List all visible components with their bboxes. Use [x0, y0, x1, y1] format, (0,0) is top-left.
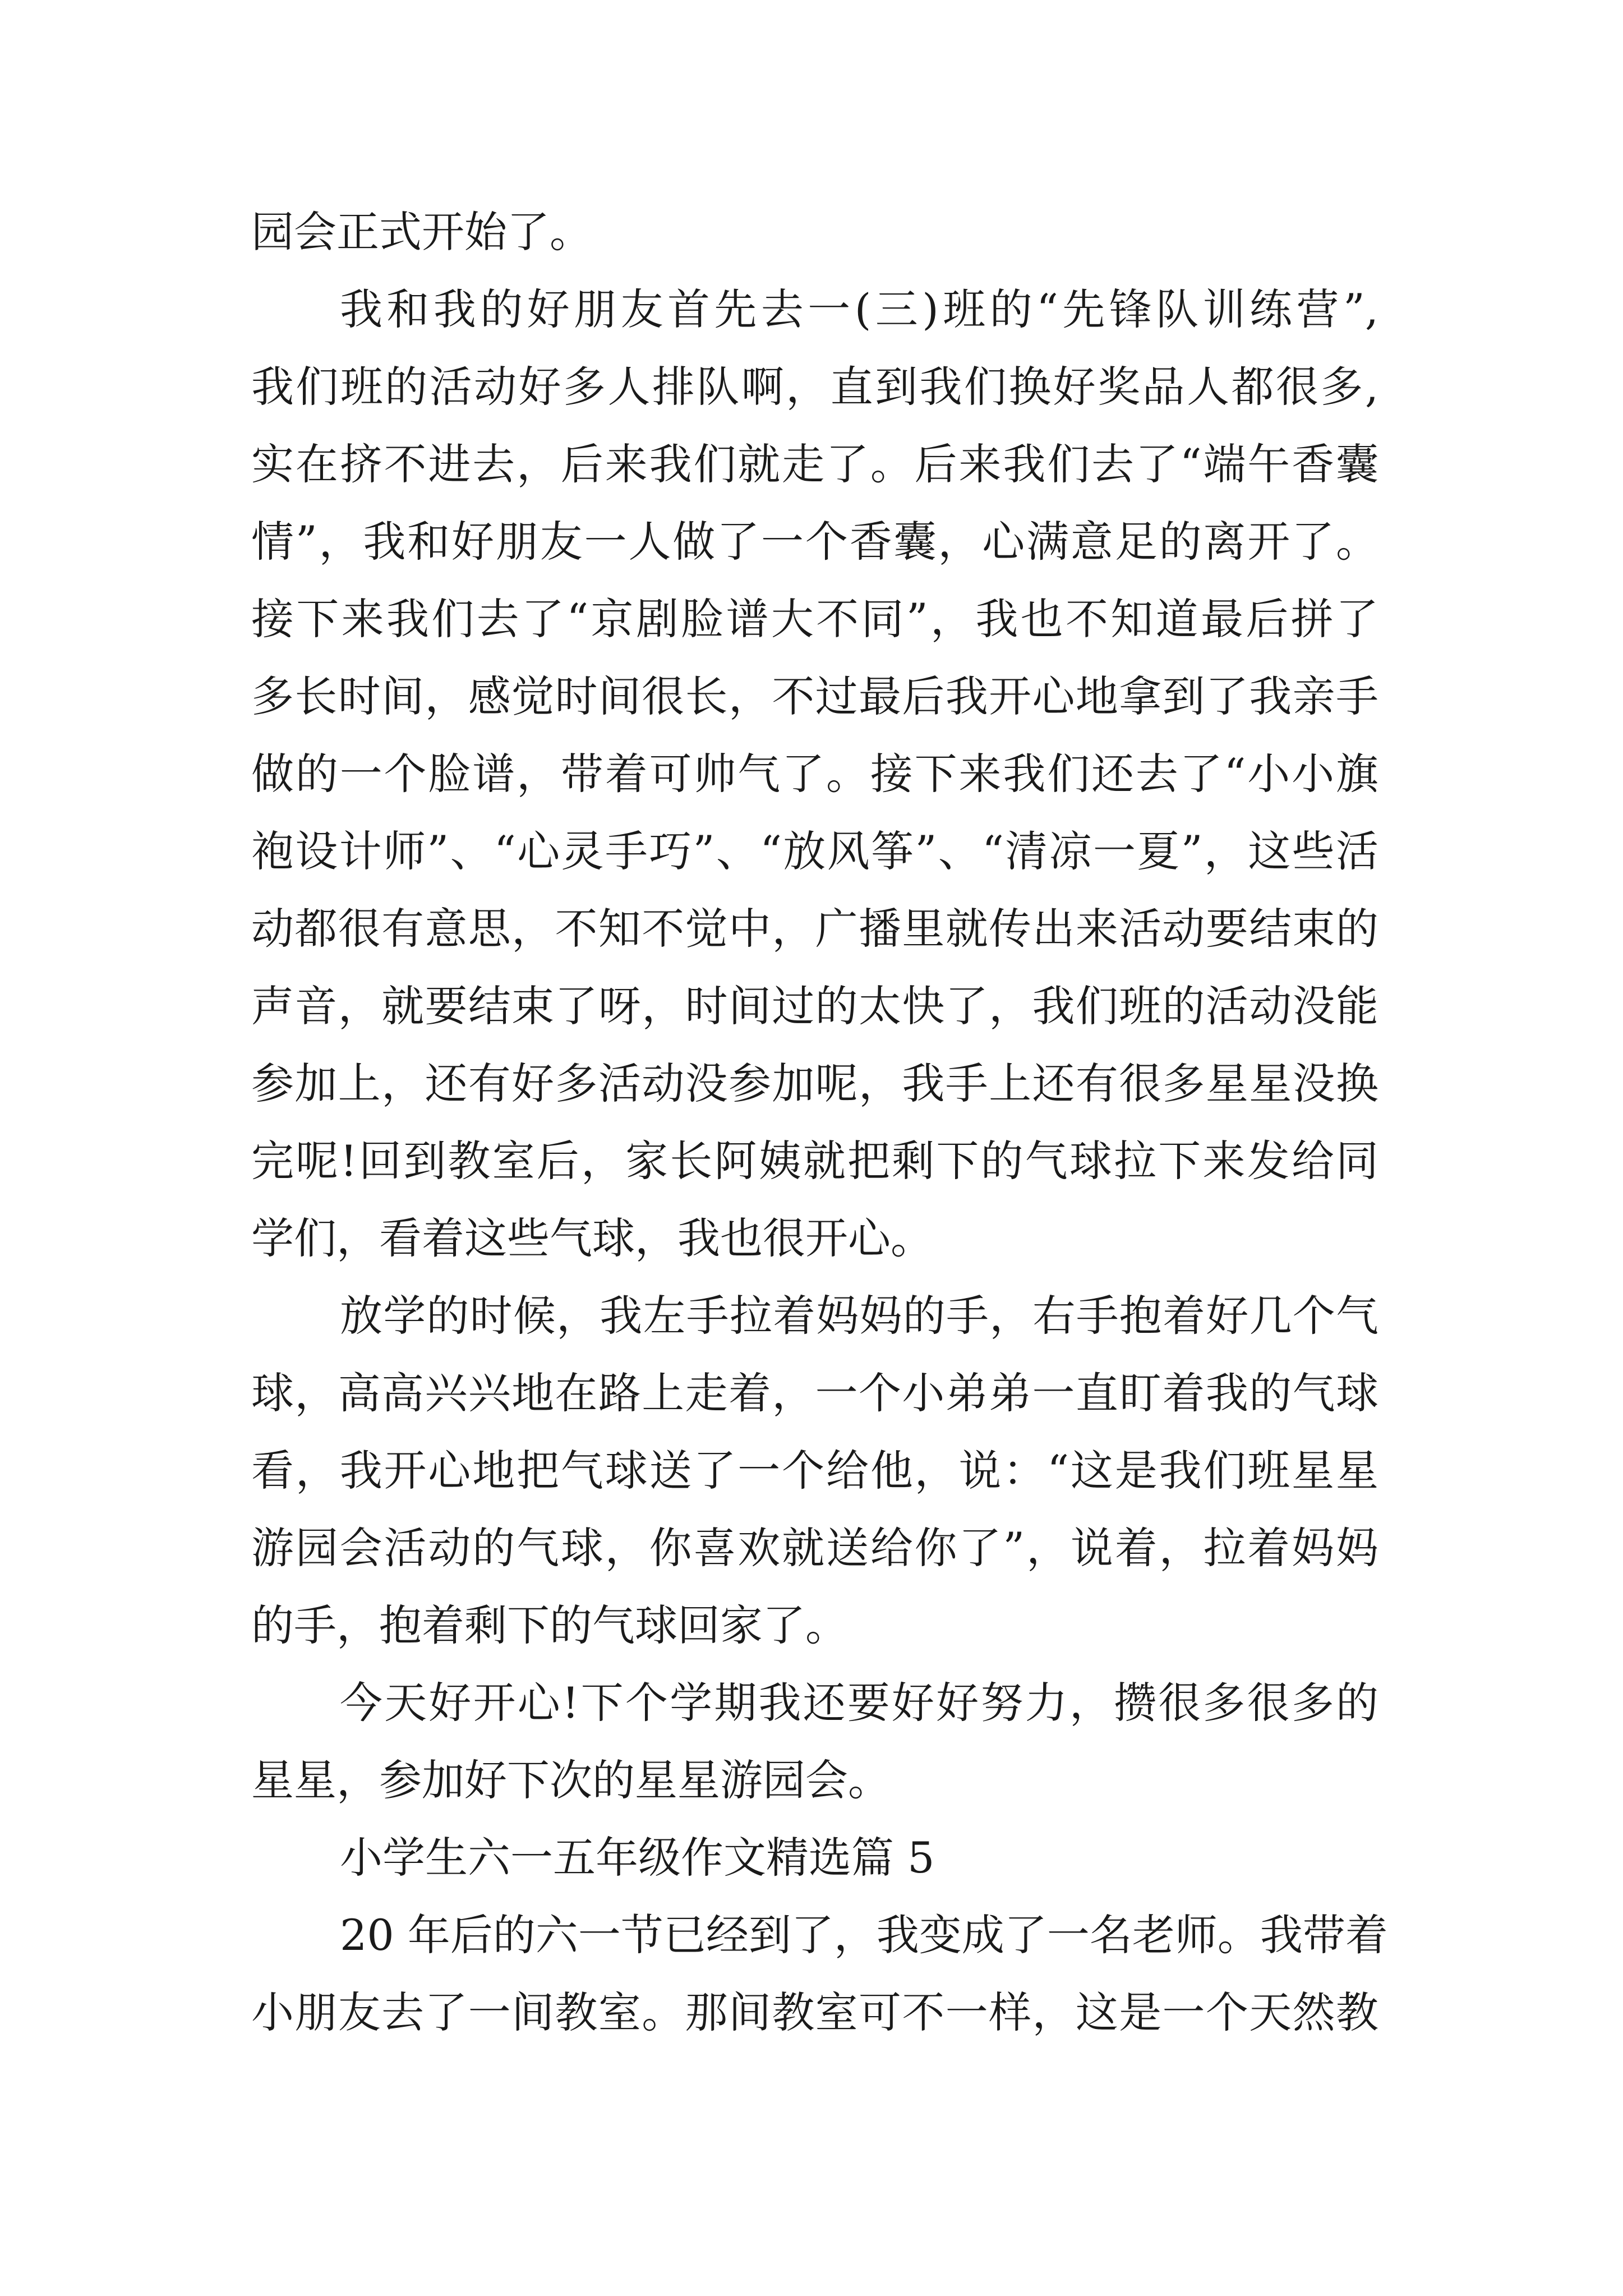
text-line: 今天好开心!下个学期我还要好好努力，攒很多很多的: [340, 1678, 1378, 1728]
text-line: 参加上，还有好多活动没参加呢，我手上还有很多星星没换: [251, 1059, 1378, 1108]
text-line: 完呢!回到教室后，家长阿姨就把剩下的气球拉下来发给同: [251, 1136, 1378, 1186]
text-line: 小朋友去了一间教室。那间教室可不一样，这是一个天然教: [251, 1987, 1378, 2037]
text-line: 20 年后的六一节已经到了，我变成了一名老师。我带着: [340, 1910, 1388, 1960]
text-line: 的手，抱着剩下的气球回家了。: [251, 1600, 848, 1650]
text-line: 多长时间，感觉时间很长，不过最后我开心地拿到了我亲手: [251, 671, 1378, 721]
document-body: [251, 194, 1388, 2051]
text-line: 动都很有意思，不知不觉中，广播里就传出来活动要结束的: [251, 904, 1378, 954]
text-line: 做的一个脸谱，带着可帅气了。接下来我们还去了“小小旗: [251, 749, 1378, 799]
text-line: 放学的时候，我左手拉着妈妈的手，右手抱着好几个气: [340, 1291, 1378, 1341]
text-line: 看，我开心地把气球送了一个给他，说：“这是我们班星星: [251, 1446, 1378, 1496]
text-line: 接下来我们去了“京剧脸谱大不同”，我也不知道最后拼了: [251, 594, 1378, 644]
text-line: 园会正式开始了。: [251, 207, 592, 257]
text-line: 实在挤不进去，后来我们就走了。后来我们去了“端午香囊: [251, 439, 1378, 489]
text-line: 声音，就要结束了呀，时间过的太快了，我们班的活动没能: [251, 981, 1378, 1031]
text-line: 游园会活动的气球，你喜欢就送给你了”，说着，拉着妈妈: [251, 1523, 1378, 1573]
text-line: 我和我的好朋友首先去一(三)班的“先锋队训练营”,: [340, 284, 1378, 334]
text-line: 球，高高兴兴地在路上走着，一个小弟弟一直盯着我的气球: [251, 1368, 1378, 1418]
text-line: 袍设计师”、“心灵手巧”、“放风筝”、“清凉一夏”，这些活: [251, 826, 1378, 876]
text-line: 我们班的活动好多人排队啊，直到我们换好奖品人都很多,: [251, 362, 1378, 412]
text-line: 情”，我和好朋友一人做了一个香囊，心满意足的离开了。: [251, 517, 1378, 567]
section-heading: 小学生六一五年级作文精选篇 5: [340, 1833, 935, 1883]
text-line: 学们，看着这些气球，我也很开心。: [251, 1213, 933, 1263]
text-line: 星星，参加好下次的星星游园会。: [251, 1755, 891, 1805]
